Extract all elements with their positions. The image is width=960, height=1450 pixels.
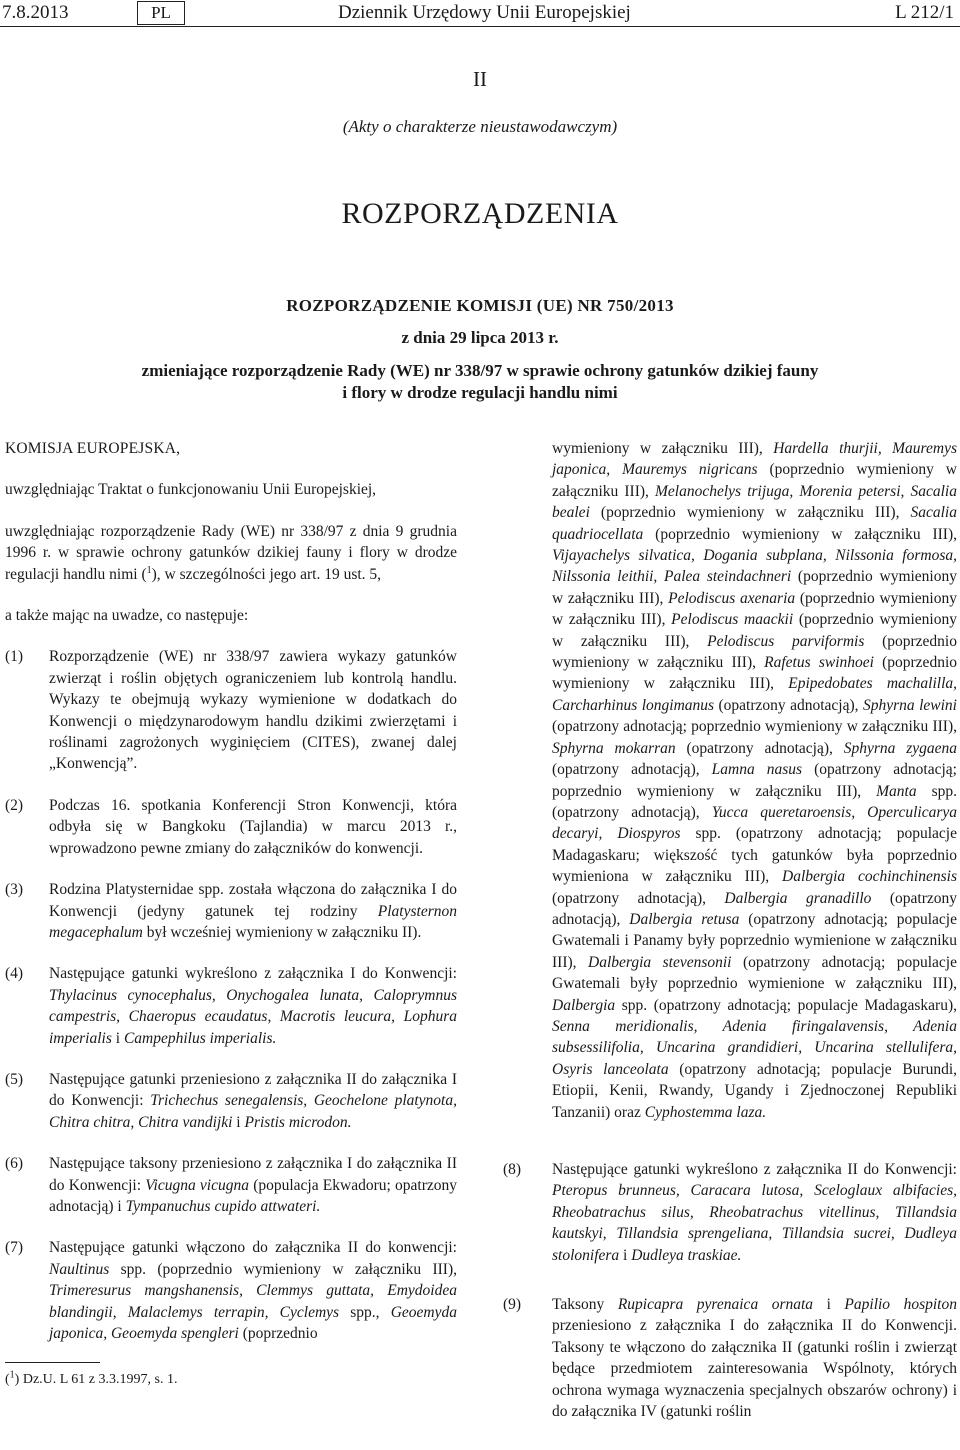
item-number: (3): [5, 881, 24, 899]
item-text: Następujące gatunki włączono do załącznika II do konwencji:: [49, 1239, 457, 1257]
species-names: Vijayachelys silvatica, Dogania subplana, Nilssonia formosa, Nilssonia leithii, Palea steindachneri: [552, 547, 957, 586]
recital-item-9: [503, 1294, 957, 1422]
recital-treaty: uwzględniając Traktat o funkcjonowaniu Unii Europejskiej,: [5, 481, 377, 499]
species-names: Trichechus senegalensis, Geochelone platynota, Chitra chitra, Chitra vandijki: [49, 1092, 457, 1131]
section-subtitle: (Akty o charakterze nieustawodawczym): [342, 117, 618, 136]
recital-text: ), w szczególności jego art. 19 ust. 5,: [151, 565, 382, 583]
item-text: spp. (poprzednio wymieniony w załączniku III),: [109, 1260, 457, 1278]
journal-title: Dziennik Urzędowy Unii Europejskiej: [338, 2, 631, 23]
item-number: (9): [503, 1296, 522, 1314]
species-names: Melanochelys trijuga, Morenia petersi, Sacalia bealei: [552, 482, 957, 522]
species-name: Dalbergia stevensonii: [588, 953, 732, 971]
species-name: Tympanuchus cupido attwateri.: [125, 1197, 321, 1215]
header-date: 7.8.2013: [2, 2, 69, 23]
item-number: (1): [5, 648, 24, 666]
species-name: Pelodiscus parviformis: [707, 632, 865, 650]
item-text: (opatrzony adnotacją),: [675, 739, 844, 757]
recital-item-1: [5, 646, 457, 774]
footnote-text: ) Dz.U. L 61 z 3.3.1997, s. 1.: [14, 1372, 178, 1387]
item-text: (opatrzony adnotacją; populacje Burundi, Etiopii, Kenii, Rwandy, Ugandy i Zjednoczonej Republiki Tanzanii) oraz: [552, 1060, 958, 1121]
item-text: spp.,: [339, 1303, 391, 1321]
species-name: Dalbergia retusa: [629, 910, 740, 928]
species-name: Naultinus: [49, 1260, 110, 1278]
item-text: (opatrzony adnotacją; poprzednio wymieniony w załączniku III),: [552, 761, 957, 800]
item-number: (5): [5, 1070, 24, 1088]
item-text: (opatrzony adnotacją),: [552, 761, 712, 779]
species-name: Dalbergia cochinchinensis: [782, 868, 957, 886]
item-text: spp. (opatrzony adnotacją),: [552, 782, 957, 821]
species-name: Manta: [876, 782, 917, 800]
section-title: ROZPORZĄDZENIA: [341, 197, 619, 230]
recital-text: uwzględniając rozporządzenie Rady (WE) nr 338/97 z dnia 9 grudnia 1996 r. w sprawie ochrony gatunków dzikiej fauny i flory w drodze regulacji handlu nimi (: [5, 522, 457, 583]
item-text: Następujące gatunki wykreślono z załącznika I do Konwencji:: [49, 965, 457, 983]
section-roman: II: [473, 67, 487, 91]
recital-item-2: [5, 795, 457, 859]
item-text: (poprzednio wymieniony w załączniku III),: [552, 461, 957, 500]
item-number: (7): [5, 1239, 24, 1257]
species-names: Thylacinus cynocephalus, Onychogalea lunata, Caloprymnus campestris, Chaeropus ecaudatus, Macrotis leucura, Lophura imperialis: [49, 986, 457, 1047]
item-text: (poprzednio wymieniony w załączniku III),: [552, 654, 957, 693]
commission-label: KOMISJA EUROPEJSKA,: [5, 440, 181, 457]
species-name: Sacalia quadriocellata: [552, 504, 957, 543]
left-column: [5, 438, 457, 1364]
item-text: przeniesiono z załącznika I do załącznika II do Konwencji. Taksony te włączono do załącznika II (gatunki roślin i zwierząt będące przedmiotem zainteresowania Wspólnoty, których ochrona wymaga wyznaczenia specjalnych obszarów ochrony) i do załącznika IV (gatunki roślin: [552, 1317, 957, 1421]
species-name: Sphyrna lewini: [862, 696, 957, 714]
item-text: spp. (opatrzony adnotacją; populacje Madagaskaru),: [615, 996, 957, 1014]
item-text: (poprzednio wymieniony w załączniku III),: [552, 589, 957, 629]
species-name: Vicugna vicugna: [145, 1176, 249, 1194]
item-text: Następujące gatunki wykreślono z załącznika II do Konwencji:: [552, 1161, 957, 1178]
footnote-ref: 1: [146, 564, 152, 576]
regulation-date: z dnia 29 lipca 2013 r.: [401, 328, 559, 347]
species-name: Pristis microdon.: [244, 1113, 352, 1131]
item-text: Rodzina Platysternidae spp. została włączona do załącznika I do Konwencji (jedyny gatunek tej rodziny: [49, 881, 457, 920]
regulation-subject: [0, 360, 960, 404]
item-text: (opatrzony adnotacją),: [714, 696, 863, 714]
species-name: Pelodiscus axenaria: [668, 589, 796, 607]
species-name: Dalbergia: [552, 996, 616, 1014]
item-text: (poprzednio wymieniony w załączniku III),: [643, 525, 957, 543]
item-text: Podczas 16. spotkania Konferencji Stron Konwencji, która odbyła się w Bangkoku (Tajlandia) w marcu 2013 r., wprowadzono pewne zmiany do załączników do konwencji.: [49, 796, 457, 857]
footnote: ($^1$) Dz.U. L 61 z 3.3.1997, s. 1.: [5, 1369, 178, 1387]
species-names: Trimeresurus mangshanensis, Clemmys guttata, Emydoidea blandingii, Malaclemys terrapin, Cyclemys: [49, 1282, 457, 1321]
recital-item-7: [5, 1237, 457, 1344]
item-text: (opatrzony adnotacją; populacje Gwatemali były poprzednio wymienione w załączniku III),: [552, 953, 957, 993]
item-text: (poprzednio wymieniony w załączniku III),: [552, 568, 957, 607]
species-names: Senna meridionalis, Adenia firingalavensis, Adenia subsessilifolia, Uncarina grandidieri, Uncarina stellulifera, Osyris lanceolata: [552, 1017, 957, 1078]
item-text: wymieniony w załączniku III),: [552, 440, 774, 457]
item-number: (2): [5, 796, 24, 814]
item-number: (8): [503, 1161, 522, 1178]
recital-item-5: [5, 1069, 457, 1133]
item-text: i: [232, 1113, 245, 1131]
recital-item-6: [5, 1153, 457, 1217]
footnote-mark: 1: [9, 1369, 15, 1381]
recital-item-4: [5, 963, 457, 1049]
species-name: Pelodiscus maackii: [671, 611, 794, 629]
item-text: (opatrzony adnotacją; populacje Gwatemali i Panamy były poprzednio wymienione w załączniku III),: [552, 910, 957, 971]
item-text: (poprzednio wymieniony w załączniku III),: [552, 632, 957, 672]
language-badge: PL: [137, 1, 185, 25]
right-column: [503, 438, 957, 1450]
species-name: Sphyrna zygaena: [843, 739, 957, 757]
species-name: Lamna nasus: [711, 761, 803, 779]
item-text: i: [111, 1029, 124, 1047]
recital-item-7-continued: [552, 438, 957, 1123]
species-name: Papilio hospiton: [844, 1296, 957, 1314]
item-text: Następujące taksony przeniesiono z załącznika I do załącznika II do Konwencji:: [49, 1155, 457, 1194]
item-text: (poprzednio: [238, 1325, 318, 1342]
recital-regulation: [5, 521, 457, 585]
species-names: Geoemyda japonica, Geoemyda spengleri: [49, 1303, 457, 1342]
species-names: Hardella thurjii, Mauremys japonica, Mauremys nigricans: [552, 440, 957, 479]
whereas-label: a także mając na uwadze, co następuje:: [5, 607, 249, 625]
item-number: (6): [5, 1155, 24, 1173]
species-names: Pteropus brunneus, Caracara lutosa, Sceloglaux albifacies, Rheobatrachus silus, Rheobatrachus vitellinus, Tillandsia kautskyi, Tillandsia sprengeliana, Tillandsia sucrei, Dudleya stolonifera: [552, 1182, 957, 1264]
regulation-title: ROZPORZĄDZENIE KOMISJI (UE) NR 750/2013: [286, 296, 674, 315]
item-number: (4): [5, 965, 24, 983]
regulation-subject-line: zmieniające rozporządzenie Rady (WE) nr 338/97 w sprawie ochrony gatunków dzikiej fauny: [141, 361, 819, 380]
item-text: (opatrzony adnotacją; poprzednio wymieniony w załączniku III),: [552, 718, 957, 736]
item-text: Następujące gatunki przeniesiono z załącznika II do załącznika I do Konwencji:: [49, 1070, 457, 1110]
item-text: i: [813, 1296, 845, 1314]
species-names: Epipedobates machalilla, Carcharhinus longimanus: [552, 675, 958, 714]
recital-item-8: [503, 1159, 957, 1266]
item-text: (opatrzony adnotacją),: [552, 889, 725, 907]
item-text: był wcześniej wymieniony w załączniku II).: [142, 923, 422, 941]
recital-item-3: [5, 879, 457, 943]
species-name: Platysternon megacephalum: [49, 902, 457, 941]
regulation-subject-line: i flory w drodze regulacji handlu nimi: [342, 383, 618, 402]
species-name: Rafetus swinhoei: [764, 654, 874, 672]
item-text: Taksony: [552, 1296, 618, 1314]
item-text: i: [619, 1246, 632, 1264]
page-reference: L 212/1: [895, 2, 954, 23]
item-text: Rozporządzenie (WE) nr 338/97 zawiera wykazy gatunków zwierząt i roślin objętych ograniczeniem lub kontrolą handlu. Wykazy te obejmują wykazy wymienione w dodatkach do Konwencji o międzynarodowym handlu dzikimi zwierzętami i roślinami zagrożonych wyginięciem (CITES), zwanej dalej „Konwencją”.: [49, 648, 457, 773]
species-name: Dalbergia granadillo: [724, 889, 872, 907]
item-text: (poprzednio wymieniony w załączniku III),: [552, 611, 957, 650]
species-name: Dudleya traskiae.: [631, 1246, 742, 1264]
species-name: Sphyrna mokarran: [552, 739, 676, 757]
item-text: (poprzednio wymieniony w załączniku III),: [589, 504, 911, 522]
species-name: Cyphostemma laza.: [644, 1103, 767, 1121]
footnote-rule: [5, 1362, 100, 1363]
species-name: Rupicapra pyrenaica ornata: [617, 1296, 814, 1314]
species-names: Yucca queretaroensis, Operculicarya decaryi, Diospyros: [552, 803, 957, 843]
item-text: (populacja Ekwadoru; opatrzony adnotacją) i: [49, 1176, 457, 1215]
species-name: Campephilus imperialis.: [123, 1029, 277, 1047]
item-text: spp. (opatrzony adnotacją; populacje Madagaskaru; większość tych gatunków była poprzednio wymieniona w załączniku III),: [552, 825, 957, 886]
item-text: (opatrzony adnotacją),: [552, 889, 957, 928]
header-rule: [0, 26, 960, 27]
